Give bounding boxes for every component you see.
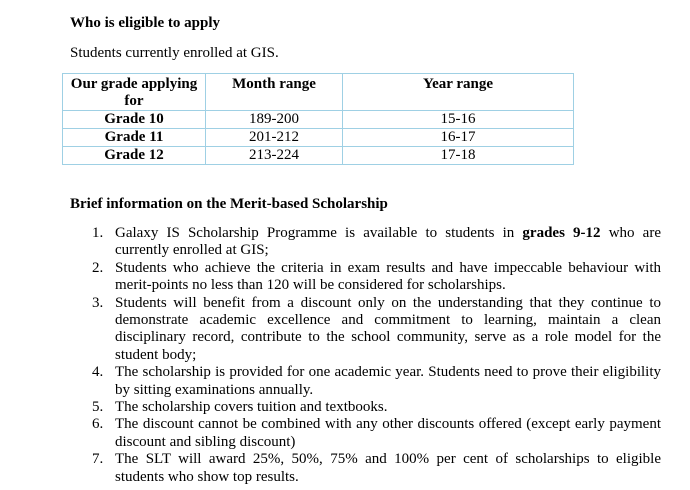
cell-grade: Grade 10 <box>63 111 206 129</box>
list-item-number: 3. <box>92 294 104 311</box>
list-item-text: Students will benefit from a discount only on the understanding that they continue to demonstrate academic excellence and commitment to learning, maintain a clean disciplinary record, contribute to the school community, serve as a role model for the student body; <box>115 294 661 363</box>
table-row <box>63 129 574 147</box>
table-row <box>63 111 574 129</box>
list-item <box>0 451 661 486</box>
cell-grade: Grade 12 <box>63 147 206 165</box>
scholarship-info-list <box>0 225 661 486</box>
eligibility-heading: Who is eligible to apply <box>70 15 221 31</box>
list-item-text: The discount cannot be combined with any other discounts offered (except early payment discount and sibling discount) <box>115 416 661 450</box>
cell-month-range: 213-224 <box>206 147 343 165</box>
list-item-number: 4. <box>92 364 104 381</box>
list-item <box>0 260 661 295</box>
table-row <box>63 147 574 165</box>
cell-year-range: 16-17 <box>343 129 574 147</box>
header-month-range: Month range <box>206 74 343 111</box>
list-item <box>0 225 661 260</box>
list-item-text: who are currently enrolled at GIS; <box>115 225 661 259</box>
cell-grade: Grade 11 <box>63 129 206 147</box>
table-header-row <box>63 74 574 111</box>
header-year-range: Year range <box>343 74 574 111</box>
list-item-bold-text: grades 9-12 <box>522 225 601 241</box>
cell-month-range: 201-212 <box>206 129 343 147</box>
list-item-text: The SLT will award 25%, 50%, 75% and 100% per cent of scholarships to eligible students who show top results. <box>115 451 661 485</box>
eligibility-intro: Students currently enrolled at GIS. <box>70 45 279 61</box>
list-item-number: 5. <box>92 399 104 416</box>
list-item-number: 6. <box>92 416 104 433</box>
cell-month-range: 189-200 <box>206 111 343 129</box>
list-item-text: The scholarship covers tuition and textbooks. <box>115 399 388 416</box>
list-item-number: 1. <box>92 225 104 241</box>
list-item <box>0 364 661 399</box>
list-item-text: Students who achieve the criteria in exam results and have impeccable behaviour with merit-points no less than 120 will be considered for scholarships. <box>115 259 661 294</box>
list-item-text: Galaxy IS Scholarship Programme is available to students in <box>115 225 523 241</box>
cell-year-range: 15-16 <box>343 111 574 129</box>
list-item-number: 2. <box>92 259 104 276</box>
grade-range-table <box>62 73 574 165</box>
cell-year-range: 17-18 <box>343 147 574 165</box>
list-item <box>0 416 661 451</box>
list-item <box>0 399 661 416</box>
header-grade: Our grade applying for <box>63 74 206 111</box>
list-item-text: The scholarship is provided for one academic year. Students need to prove their eligibility by sitting examinations annually. <box>115 364 661 398</box>
scholarship-heading: Brief information on the Merit-based Scholarship <box>70 196 388 212</box>
list-item-number: 7. <box>92 451 104 468</box>
list-item <box>0 295 661 365</box>
